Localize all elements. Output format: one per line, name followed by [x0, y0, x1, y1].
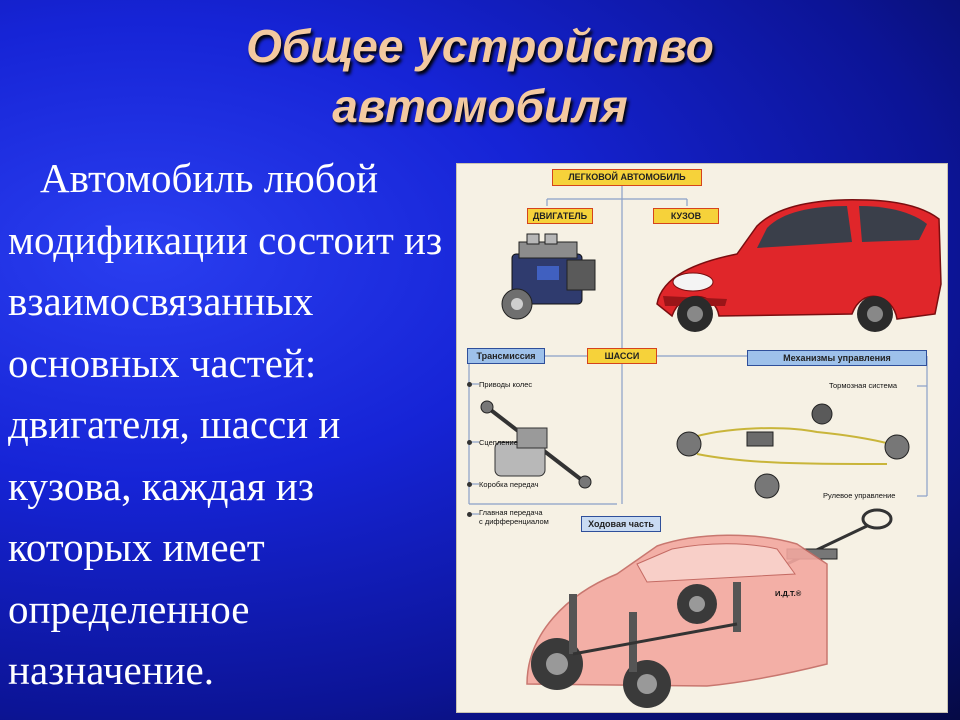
label-final-drive-2: с дифференциалом [479, 517, 549, 526]
label-final-drive-1: Главная передача [479, 508, 543, 517]
marker-dot [467, 482, 472, 487]
marker-dot [467, 382, 472, 387]
diagram-graphics [457, 164, 949, 714]
car-structure-diagram [456, 163, 948, 713]
label-clutch: Сцепление [479, 438, 518, 447]
label-body: КУЗОВ [653, 208, 719, 224]
marker-dot [467, 440, 472, 445]
title-line-2: автомобиля [332, 80, 628, 132]
label-transmission: Трансмиссия [467, 348, 545, 364]
title-line-1: Общее устройство [246, 20, 714, 72]
label-passenger-car: ЛЕГКОВОЙ АВТОМОБИЛЬ [552, 169, 702, 186]
body-paragraph: Автомобиль любой модификации состоит из взаимосвязанных основных частей: двигателя, шасси и кузова, каждая из которых имеет определенное назначение. [8, 155, 443, 693]
label-engine: ДВИГАТЕЛЬ [527, 208, 593, 224]
label-steering: Рулевое управление [823, 491, 896, 500]
running-gear-illustration [527, 535, 827, 708]
label-gearbox: Коробка передач [479, 480, 539, 489]
label-drive-shafts: Приводы колес [479, 380, 533, 389]
stamp-text: И.Д.Т.® [775, 589, 802, 598]
label-running-gear: Ходовая часть [581, 516, 661, 532]
marker-dot [467, 512, 472, 517]
label-chassis: ШАССИ [587, 348, 657, 364]
label-control-mechanisms: Механизмы управления [747, 350, 927, 366]
label-brake-system: Тормозная система [829, 381, 898, 390]
engine-illustration [502, 234, 595, 319]
slide-title [180, 16, 780, 136]
